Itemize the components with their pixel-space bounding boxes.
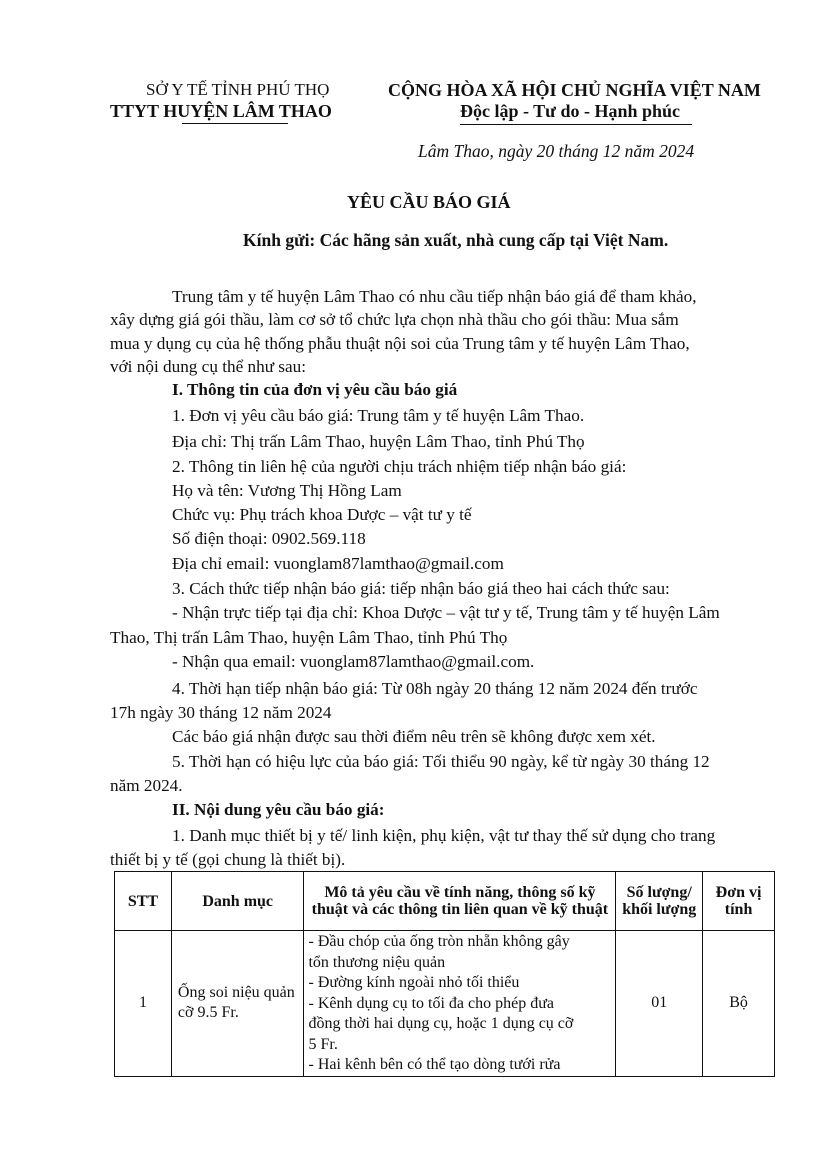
deadline-line-1: 4. Thời hạn tiếp nhận báo giá: Từ 08h ngày 20 tháng 12 năm 2024 đến trước	[172, 679, 698, 698]
list-intro-line-1: 1. Danh mục thiết bị y tế/ linh kiện, phụ kiện, vật tư thay thế sử dụng cho trang	[172, 826, 716, 845]
issuer-unit: TTYT HUYỆN LÂM THAO	[110, 101, 332, 121]
description-line: - Đầu chóp của ống tròn nhẵn không gây	[308, 933, 570, 950]
contact-email: Địa chỉ email: vuonglam87lamthao@gmail.com	[172, 554, 504, 573]
header-category: Danh mục	[171, 872, 304, 931]
validity-line-2: năm 2024.	[110, 776, 183, 795]
intro-line-2: xây dựng giá gói thầu, làm cơ sở tổ chức lựa chọn nhà thầu cho gói thầu: Mua sắm	[110, 310, 679, 329]
unit-address: Địa chỉ: Thị trấn Lâm Thao, huyện Lâm Thao, tỉnh Phú Thọ	[172, 432, 585, 451]
row-description	[304, 931, 616, 1077]
list-intro-line-2: thiết bị y tế (gọi chung là thiết bị).	[110, 850, 346, 869]
header-quantity: Số lượng/ khối lượng	[616, 872, 703, 931]
section1-heading: I. Thông tin của đơn vị yêu cầu báo giá	[172, 380, 458, 399]
table-header-row	[115, 872, 775, 931]
table-row	[115, 931, 775, 1077]
equipment-table	[114, 871, 775, 1077]
contact-name: Họ và tên: Vương Thị Hồng Lam	[172, 481, 402, 500]
contact-heading: 2. Thông tin liên hệ của người chịu trách nhiệm tiếp nhận báo giá:	[172, 457, 627, 476]
header-unit: Đơn vị tính	[703, 872, 775, 931]
method-email: - Nhận qua email: vuonglam87lamthao@gmail.com.	[172, 652, 535, 671]
description-line: - Đường kính ngoài nhỏ tối thiểu	[308, 974, 520, 991]
national-title: CỘNG HÒA XÃ HỘI CHỦ NGHĨA VIỆT NAM	[388, 80, 761, 100]
row-quantity: 01	[616, 931, 703, 1077]
contact-phone: Số điện thoại: 0902.569.118	[172, 529, 366, 548]
method-heading: 3. Cách thức tiếp nhận báo giá: tiếp nhận báo giá theo hai cách thức sau:	[172, 579, 670, 598]
issuer-department: SỞ Y TẾ TỈNH PHÚ THỌ	[146, 80, 330, 99]
description-line: - Kênh dụng cụ to tối đa cho phép đưa	[308, 994, 554, 1012]
description-line: đồng thời hai dụng cụ, hoặc 1 dụng cụ cỡ	[308, 1015, 574, 1032]
row-stt: 1	[115, 931, 172, 1077]
deadline-line-2: 17h ngày 30 tháng 12 năm 2024	[110, 703, 332, 722]
date-line: Lâm Thao, ngày 20 tháng 12 năm 2024	[418, 141, 695, 161]
recipient-line: Kính gửi: Các hãng sản xuất, nhà cung cấp tại Việt Nam.	[243, 230, 669, 250]
validity-line-1: 5. Thời hạn có hiệu lực của báo giá: Tối thiểu 90 ngày, kể từ ngày 30 tháng 12	[172, 752, 710, 771]
description-line: 5 Fr.	[308, 1035, 338, 1053]
row-unit: Bộ	[703, 931, 775, 1077]
intro-line-1: Trung tâm y tế huyện Lâm Thao có nhu cầu tiếp nhận báo giá để tham khảo,	[172, 287, 697, 306]
header-stt: STT	[115, 872, 172, 931]
requesting-unit: 1. Đơn vị yêu cầu báo giá: Trung tâm y tế huyện Lâm Thao.	[172, 406, 585, 425]
method-direct-line-1: - Nhận trực tiếp tại địa chỉ: Khoa Dược – vật tư y tế, Trung tâm y tế huyện Lâm	[172, 603, 720, 622]
method-direct-line-2: Thao, Thị trấn Lâm Thao, huyện Lâm Thao, tỉnh Phú Thọ	[110, 628, 508, 647]
document-title: YÊU CẦU BÁO GIÁ	[347, 192, 511, 212]
intro-line-3: mua y dụng cụ của hệ thống phẫu thuật nội soi của Trung tâm y tế huyện Lâm Thao,	[110, 334, 690, 353]
contact-position: Chức vụ: Phụ trách khoa Dược – vật tư y tế	[172, 505, 472, 524]
motto-underline	[460, 124, 692, 125]
intro-line-4: với nội dung cụ thể như sau:	[110, 357, 306, 376]
section2-heading: II. Nội dung yêu cầu báo giá:	[172, 800, 385, 819]
national-motto: Độc lập - Tư do - Hạnh phúc	[460, 101, 681, 121]
header-description: Mô tả yêu cầu về tính năng, thông số kỹ thuật và các thông tin liên quan về kỹ thuật	[304, 872, 616, 931]
late-note: Các báo giá nhận được sau thời điểm nêu trên sẽ không được xem xét.	[172, 727, 656, 746]
description-line: tổn thương niệu quản	[308, 953, 446, 971]
description-line: - Hai kênh bên có thể tạo dòng tưới rửa	[308, 1056, 561, 1073]
row-category: Ống soi niệu quản cỡ 9.5 Fr.	[171, 931, 304, 1077]
issuer-underline	[182, 123, 288, 124]
